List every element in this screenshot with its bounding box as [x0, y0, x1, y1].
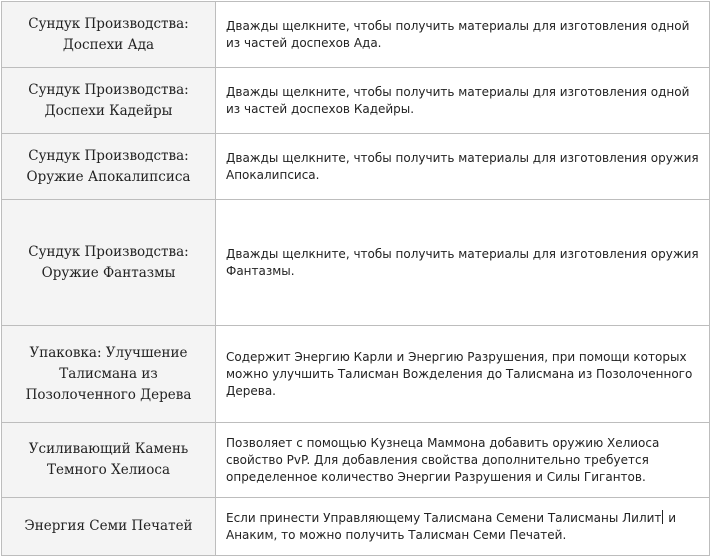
table-row	[2, 423, 710, 498]
table-row	[2, 498, 710, 556]
item-description-cell: Позволяет с помощью Кузнеца Маммона добавить оружию Хелиоса свойство PvP. Для добавления свойства дополнительно требуется определенное количество Энергии Разрушения и Силы Гигантов.	[216, 423, 710, 498]
item-name-cell: Сундук Производства: Доспехи Кадейры	[2, 68, 216, 134]
table-row	[2, 326, 710, 423]
item-name-cell: Сундук Производства: Доспехи Ада	[2, 2, 216, 68]
item-name-cell: Сундук Производства: Оружие Апокалипсиса	[2, 134, 216, 200]
table-row	[2, 2, 710, 68]
table-row	[2, 68, 710, 134]
item-description-cell: Дважды щелкните, чтобы получить материалы для изготовления одной из частей доспехов Кадейры.	[216, 68, 710, 134]
item-description-cell: Дважды щелкните, чтобы получить материалы для изготовления одной из частей доспехов Ада.	[216, 2, 710, 68]
description-text-before-cursor: Если принести Управляющему Талисмана Семени Талисманы Лилит	[226, 510, 662, 525]
item-name-cell: Усиливающий Камень Темного Хелиоса	[2, 423, 216, 498]
table-row	[2, 134, 710, 200]
item-name-cell: Упаковка: Улучшение Талисмана из Позолоченного Дерева	[2, 326, 216, 423]
item-description-cell: Дважды щелкните, чтобы получить материалы для изготовления оружия Апокалипсиса.	[216, 134, 710, 200]
item-description-cell: Дважды щелкните, чтобы получить материалы для изготовления оружия Фантазмы.	[216, 200, 710, 326]
table-row	[2, 200, 710, 326]
items-table	[1, 1, 710, 556]
item-name-cell: Сундук Производства: Оружие Фантазмы	[2, 200, 216, 326]
description-text-after-cursor: и Анаким, то можно получить Талисман Семи Печатей.	[226, 510, 677, 542]
item-description-cell: Содержит Энергию Карли и Энергию Разрушения, при помощи которых можно улучшить Талисман Вожделения до Талисмана из Позолоченного Дерева.	[216, 326, 710, 423]
item-description-cell[interactable]	[216, 498, 710, 556]
item-name-cell: Энергия Семи Печатей	[2, 498, 216, 556]
